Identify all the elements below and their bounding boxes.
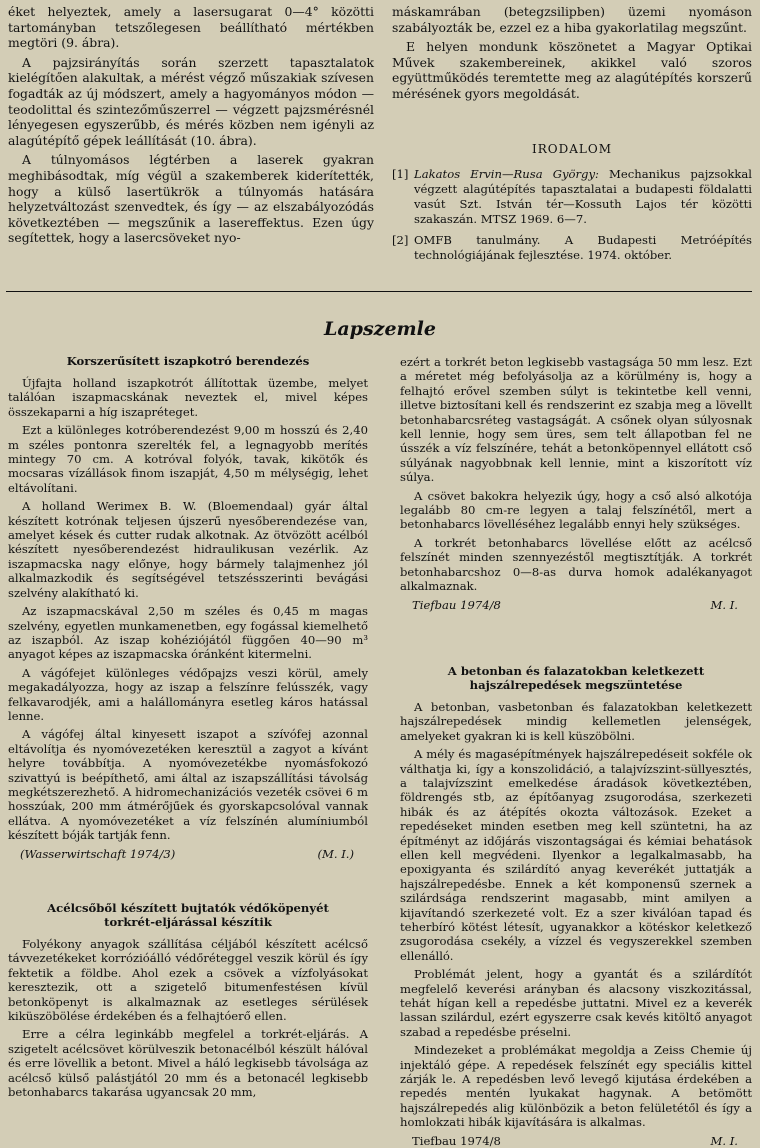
reference-text — [414, 167, 752, 227]
top-left-column — [8, 4, 374, 250]
title-line: Acélcsőből készített bujtatók védőköpenyét — [47, 901, 329, 915]
top-right-column — [392, 4, 752, 269]
paragraph: ezért a torkrét beton legkisebb vastagsága 50 mm lesz. Ezt a méretet még befolyásolja az a körülmény is, hogy a felhajtó erővel szemben súlyt is tekintetbe kell venni, illetve biztosítani kell és rendszerint ez szabja meg a lövellt betonhabarcsréteg vastagságát. A csőnek olyan súlyosnak kell lennie, hogy sem üres, sem telt állapotban fel ne ússzék a víz felszínére, tehát a betonköpennyel ellátott cső súlyának nagyobbnak kell lennie, mint a kiszorított víz súlya. — [400, 355, 752, 485]
paragraph: A túlnyomásos légtérben a laserek gyakran meghibásodtak, míg végül a szakemberek kiderítették, hogy a külső lasertükrök a túlnyomás hatására helyzetváltozást szenvedtek, és így — az elszabályozódás következtében — megszűnik a lasereffektus. Ezen úgy segítettek, hogy a lasercsöveket nyo- — [8, 152, 374, 246]
section-divider — [6, 291, 752, 292]
paragraph: E helyen mondunk köszönetet a Magyar Optikai Művek szakembereinek, akikkel való szoros együttműködés teremtette meg az alagútépítés korszerű mérésének gyors megoldását. — [392, 39, 752, 101]
paragraph: Ezt a különleges kotróberendezést 9,00 m hosszú és 2,40 m széles pontonra szerelték fel, a legnagyobb merítés mintegy 70 cm. A kotróval folyók, tavak, kikötők és mocsaras vízállások finom iszapját, 4,50 m mélységig, lehet eltávolítani. — [8, 423, 368, 495]
bottom-left-column — [8, 354, 368, 1103]
paragraph: A vágófejet különleges védőpajzs veszi körül, amely megakadályozza, hogy az iszap a felszínre felússzék, vagy felkavarodjék, ami a halállományra esetleg káros hatással lenne. — [8, 665, 368, 723]
title-line: A betonban és falazatokban keletkezett — [447, 663, 705, 678]
paragraph: Erre a célra leginkább megfelel a torkrét-eljárás. A szigetelt acélcsövet körülveszik betonacélból készült hálóval és erre lövellik a betont. Mivel a háló legkisebb távolsága az acélcső külső palástjától 20 mm és a betonacél legkisebb betonhabarcs takarása ugyancsak 20 mm, — [8, 1027, 368, 1100]
paragraph: A vágófej által kinyesett iszapot a szívófej azonnal eltávolítja és nyomóvezetéken keresztül a zagyot a kívánt helyre továbbítja. A nyomóvezetékbe nyomásfokozó szivattyú is beépíthető, ami által az iszapszállítási távolság megkétszerezhető. A hidromechanizációs vezeték csövei 6 m hosszúak, 200 mm átmérőjűek és gyorskapcsolóval vannak ellátva. A nyomóvezetéket a víz felszínén alumíniumból készített bóják tartják fenn. — [8, 727, 368, 843]
paragraph: A holland Werimex B. W. (Bloemendaal) gyár által készített kotrónak teljesen újszerű nyesőberendezése van, amelyet kések és cutter rudak alkotnak. Az ötvözött acélból készített nyesőberendezést hidraulikusan vezérlik. Az iszapmacska nagy előnye, hogy bármely talajmenhez jól alkalmazkodik és segítségével tetszésszerinti bevágási szelvény alakítható ki. — [8, 499, 368, 600]
reference-item — [392, 233, 752, 263]
article-source — [400, 1134, 752, 1148]
article-title: Korszerűsített iszapkotró berendezés — [66, 354, 310, 368]
source-citation: (Wasserwirtschaft 1974/3) — [20, 846, 176, 861]
article-source — [400, 598, 752, 612]
reference-authors: Lakatos Ervin—Rusa György: — [414, 167, 599, 182]
article-title — [400, 664, 752, 692]
reference-item — [392, 167, 752, 227]
author-initials: M. I. — [710, 597, 738, 612]
author-initials: M. I. — [710, 1133, 738, 1148]
title-line: hajszálrepedések megszüntetése — [469, 677, 683, 692]
paragraph: Folyékony anyagok szállítása céljából készített acélcső távvezetékeket korrózióálló védőréteggel veszik körül és így fektetik a földbe. Ahol ezek a csövek a vízfolyásokat keresztezik, ott a szigetelő bitumenfestésen kívül betonköpenyt is alkalmaznak az esetleges sérülések kiküszöbölése érdekében és a felhajtóerő ellen. — [8, 937, 368, 1024]
paragraph: A mély és magasépítmények hajszálrepedéseit sokféle ok válthatja ki, így a konszolidáció, a talajvízszint-süllyesztés, a talajvízszint emelkedése áradások következtében, földrengés stb, az építőanyag zsugorodása, szerkezeti hibák és az átépítés okozta változások. Ezeket a repedéseket minden esetben meg kell szüntetni, ha az építményt az időjárás viszontagságai és kémiai behatások ellen kell megvédeni. Ilyenkor a legalkalmasabb, ha epoxigyanta és szilárdító anyag keverékét juttatják a hajszálrepedésbe. Ennek a két komponensű szernek a szilárdsága rendszerint magasabb, mint amilyen a kijavítandó szerkezeté volt. Ez a szer kiválóan tapad és teherbíró kötést létesít, ugyanakkor a kötéskor keletkező zsugorodása csekély, a vízzel és vegyszerekkel szemben ellenálló. — [400, 747, 752, 963]
paragraph: Az iszapmacskával 2,50 m széles és 0,45 m magas szelvény, egyetlen munkamenetben, egy fogással kiemelhető az iszapból. Az iszap kohéziójától függően 40—90 m³ anyagot képes az iszapmacska óránként kitermelni. — [8, 604, 368, 662]
reference-number: [2] — [392, 233, 409, 248]
title-line: torkrét-eljárással készítik — [104, 915, 272, 929]
author-initials: (M. I.) — [317, 846, 354, 861]
paragraph: Mindezeket a problémákat megoldja a Zeiss Chemie új injektáló gépe. A repedések felszínét egy speciális kittel zárják le. A repedésben levő levegő kijutása érdekében a repedés mentén lyukakat hagynak. A betömött hajszálrepedés alig különbözik a beton felületétől és így a homlokzati hibák kijavítására is alkalmas. — [400, 1043, 752, 1130]
paragraph: A betonban, vasbetonban és falazatokban keletkezett hajszálrepedések mindig kellemetlen jelenségek, amelyeket gyakran ki is kell küszöbölni. — [400, 699, 752, 743]
paragraph: A torkrét betonhabarcs lövellése előtt az acélcső felszínét minden szennyezéstől megtisztítják. A torkrét betonhabarcshoz 0—8-as durva homok adalékanyagot alkalmaznak. — [400, 535, 752, 594]
paragraph: Újfajta holland iszapkotrót állítottak üzembe, melyet találóan iszapmacskának neveztek el, mivel képes összekaparni a híg iszapréteget. — [8, 376, 368, 419]
reference-number: [1] — [392, 167, 409, 182]
bottom-right-column — [400, 355, 752, 1148]
reference-text: OMFB tanulmány. A Budapesti Metróépítés technológiájának fejlesztése. 1974. október. — [414, 233, 752, 263]
article-title — [8, 901, 368, 929]
paragraph: máskamrában (betegzsilipben) üzemi nyomáson szabályozták be, ezzel ez a hiba gyakorlatilag megszűnt. — [392, 4, 752, 35]
paragraph: A pajzsirányítás során szerzett tapasztalatok kielégítően alakultak, a mérést végző műszakiak szívesen fogadták az új módszert, amely a hagyományos módon — teodolittal és szintezőműszerrel — végzett pajzsmérésnél lényegesen egyszerűbb, és mérés közben nem igényli az alagútépítő gépek leállítását (10. ábra). — [8, 54, 374, 148]
paragraph: éket helyeztek, amely a lasersugarat 0—4° közötti tartományban tetszőlegesen beállítható mértékben megtöri (9. ábra). — [8, 4, 374, 51]
reference-title: Mechanikus pajzsokkal végzett alagútépítés tapasztalatai a budapesti földalatti vasút Szt. István tér—Kossuth Lajos tér közötti szakaszán. MTSZ 1969. 6—7. — [414, 167, 752, 227]
paragraph: A csövet bakokra helyezik úgy, hogy a cső alsó alkotója legalább 80 cm-re legyen a talaj felszínétől, mert a betonhabarcs lövelléséhez legalább ennyi hely szükséges. — [400, 488, 752, 532]
source-citation: Tiefbau 1974/8 — [412, 1133, 501, 1148]
paragraph: Problémát jelent, hogy a gyantát és a szilárdítót megfelelő keverési arányban és alacsony viszkozitással, tehát hígan kell a repedésbe juttatni. Mivel ez a keverék lassan szilárdul, ezért egyszerre csak kevés kitöltő anyagot szabad a repedésbe préselni. — [400, 967, 752, 1039]
references-heading: IRODALOM — [532, 141, 612, 156]
section-title: Lapszemle — [324, 318, 436, 340]
article-source — [8, 847, 368, 861]
source-citation: Tiefbau 1974/8 — [412, 597, 501, 612]
